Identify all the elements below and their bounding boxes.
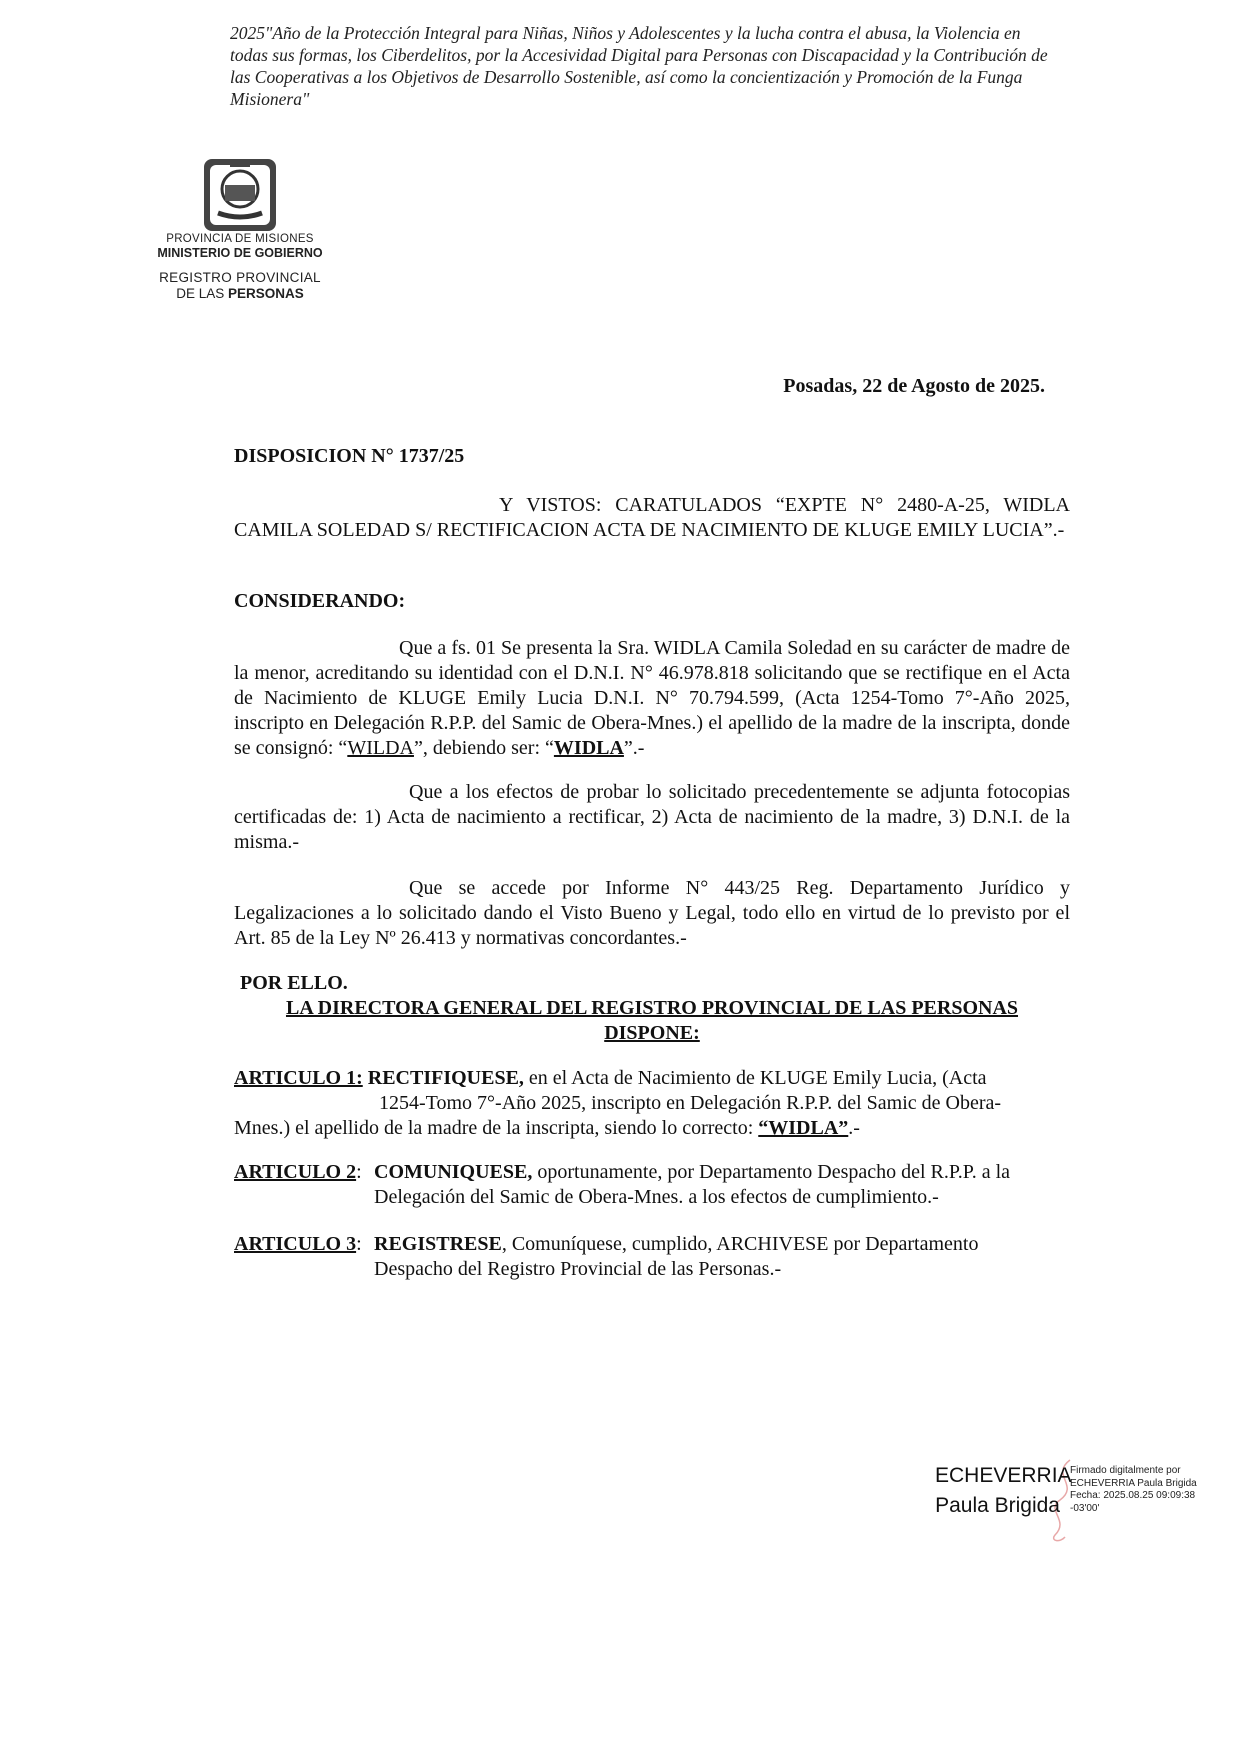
registry-name-line2: DE LAS PERSONAS — [176, 286, 304, 301]
considerando-paragraph-2: Que a los efectos de probar lo solicitado precedentemente se adjunta fotocopias certificadas de: 1) Acta de nacimiento a rectificar, 2) Acta de nacimiento de la madre, 3) D.N.I. de la misma.- — [234, 781, 1070, 853]
article-3-label: ARTICULO 3 — [234, 1233, 357, 1255]
ministry-name: MINISTERIO DE GOBIERNO — [157, 246, 323, 260]
article-1-label: ARTICULO 1: — [234, 1067, 363, 1089]
disposition-title: DISPOSICION N° 1737/25 — [234, 445, 465, 467]
article-2: ARTICULO 2: COMUNIQUESE, oportunamente, por Departamento Despacho del R.P.P. a la Delegación del Samic de Obera-Mnes. a los efectos de cumplimiento.- — [234, 1161, 1011, 1208]
institution-header — [130, 232, 350, 302]
vistos-paragraph: Y VISTOS: CARATULADOS “EXPTE N° 2480-A-25, WIDLA CAMILA SOLEDAD S/ RECTIFICACION ACTA DE NACIMIENTO DE KLUGE EMILY LUCIA”.- — [234, 494, 1070, 541]
signer-name: ECHEVERRIA Paula Brigida — [935, 1464, 1072, 1517]
place-date: Posadas, 22 de Agosto de 2025. — [783, 375, 1045, 397]
considerando-paragraph-3: Que se accede por Informe N° 443/25 Reg. Departamento Jurídico y Legalizaciones a lo solicitado dando el Visto Bueno y Legal, todo ello en virtud de lo previsto por el Art. 85 de la Ley Nº 26.413 y normativas concordantes.- — [234, 877, 1070, 949]
article-2-label: ARTICULO 2 — [234, 1161, 357, 1183]
province-name: PROVINCIA DE MISIONES — [166, 233, 314, 245]
article-1: ARTICULO 1: RECTIFIQUESE, en el Acta de Nacimiento de KLUGE Emily Lucia, (Acta 1254-Tomo 7°-Año 2025, inscripto en Delegación R.P.P. del Samic de Obera- Mnes.) el apellido de la madre de la inscripta, siendo lo correcto: “WIDLA”.- — [234, 1067, 1002, 1139]
provincial-seal-icon — [200, 155, 280, 235]
signature-stamp: Firmado digitalmente por ECHEVERRIA Paula Brigida Fecha: 2025.08.25 09:09:38 -03'00' — [1070, 1465, 1197, 1514]
considerando-title: CONSIDERANDO: — [234, 590, 406, 612]
registry-name-line1: REGISTRO PROVINCIAL — [159, 270, 321, 285]
digital-signature — [935, 1455, 1215, 1545]
considerando-paragraph-1: Que a fs. 01 Se presenta la Sra. WIDLA Camila Soledad en su carácter de madre de la menor, acreditando su identidad con el D.N.I. N° 46.978.818 solicitando que se rectifique en el Acta de Nacimiento de KLUGE Emily Lucia D.N.I. N° 70.794.599, (Acta 1254-Tomo 7°-Año 2025, inscripto en Delegación R.P.P. del Samic de Obera-Mnes.) el apellido de la madre de la inscripta, donde se consignó: “WILDA”, debiendo ser: “WIDLA”.- — [234, 637, 1070, 759]
directora-heading: LA DIRECTORA GENERAL DEL REGISTRO PROVINCIAL DE LAS PERSONAS DISPONE: — [285, 997, 1019, 1044]
article-3: ARTICULO 3: REGISTRESE, Comuníquese, cumplido, ARCHIVESE por Departamento Despacho del Registro Provincial de las Personas.- — [234, 1233, 979, 1280]
header-motto: 2025"Año de la Protección Integral para Niñas, Niños y Adolescentes y la lucha contra el abusa, la Violencia en todas sus formas, los Ciberdelitos, por la Accesividad Digital para Personas con Discapacidad y la Contribución de las Cooperativas a los Objetivos de Desarrollo Sostenible, así como la concientización y Promoción de la Funga Misionera" — [230, 23, 1048, 109]
correct-surname: WIDLA — [553, 737, 624, 759]
wrong-surname: WILDA — [347, 737, 414, 759]
por-ello: POR ELLO. — [240, 972, 348, 994]
